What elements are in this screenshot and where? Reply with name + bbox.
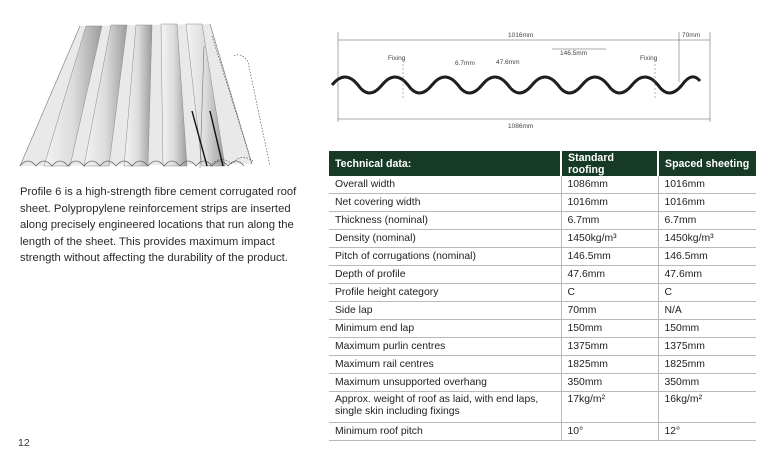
spaced-value: 1825mm [658, 356, 756, 374]
table-row [329, 212, 756, 230]
dim-depth: 47.6mm [496, 59, 520, 66]
row-label: Pitch of corrugations (nominal) [329, 248, 561, 266]
row-label: Profile height category [329, 284, 561, 302]
dim-overall-width: 1086mm [508, 123, 534, 130]
spaced-value: 350mm [658, 374, 756, 392]
spaced-value: 1016mm [658, 194, 756, 212]
spaced-value: N/A [658, 302, 756, 320]
table-row [329, 302, 756, 320]
standard-value: 17kg/m² [561, 392, 658, 423]
product-description: Profile 6 is a high-strength fibre cement corrugated roof sheet. Polypropylene reinforcement strips are inserted along precisely engineered locations that run along the length of the sheet. This provides maximum impact strength without affecting the durability of the product. [20, 186, 297, 265]
row-label: Maximum rail centres [329, 356, 561, 374]
page-number: 12 [18, 437, 30, 449]
table-row [329, 338, 756, 356]
spaced-value: 47.6mm [658, 266, 756, 284]
row-label: Thickness (nominal) [329, 212, 561, 230]
technical-data-table [329, 151, 756, 441]
row-label: Net covering width [329, 194, 561, 212]
table-row [329, 374, 756, 392]
standard-value: 1086mm [561, 176, 658, 194]
row-label: Density (nominal) [329, 230, 561, 248]
dim-overall-cover: 1016mm [508, 32, 534, 39]
corrugated-sheet-illustration [14, 16, 274, 176]
standard-value: 1375mm [561, 338, 658, 356]
spaced-value: 1016mm [658, 176, 756, 194]
standard-value: 47.6mm [561, 266, 658, 284]
spaced-value: 6.7mm [658, 212, 756, 230]
dim-pitch: 146.5mm [560, 50, 588, 57]
fixing-label-right: Fixing [640, 55, 658, 62]
table-row [329, 248, 756, 266]
profile-cross-section-diagram [322, 22, 742, 134]
header-spaced-sheeting: Spaced sheeting [658, 151, 756, 176]
spaced-value: C [658, 284, 756, 302]
standard-value: 6.7mm [561, 212, 658, 230]
table-row [329, 176, 756, 194]
standard-value: 146.5mm [561, 248, 658, 266]
header-technical-data: Technical data: [329, 151, 561, 176]
spaced-value: 12° [658, 423, 756, 441]
table-row [329, 392, 756, 423]
table-row [329, 356, 756, 374]
table-header-row [329, 151, 756, 176]
fixing-label-left: Fixing [388, 55, 406, 62]
table-row [329, 320, 756, 338]
standard-value: 1016mm [561, 194, 658, 212]
row-label: Approx. weight of roof as laid, with end laps, single skin including fixings [329, 392, 561, 423]
table-row [329, 230, 756, 248]
row-label: Depth of profile [329, 266, 561, 284]
header-standard-roofing: Standard roofing [561, 151, 658, 176]
standard-value: 350mm [561, 374, 658, 392]
standard-value: 70mm [561, 302, 658, 320]
table-row [329, 284, 756, 302]
dim-side-lap: 70mm [682, 32, 701, 39]
spaced-value: 150mm [658, 320, 756, 338]
row-label: Side lap [329, 302, 561, 320]
table-row [329, 423, 756, 441]
table-row [329, 194, 756, 212]
table-row [329, 266, 756, 284]
spaced-value: 1375mm [658, 338, 756, 356]
standard-value: 150mm [561, 320, 658, 338]
row-label: Minimum roof pitch [329, 423, 561, 441]
standard-value: 10° [561, 423, 658, 441]
standard-value: 1825mm [561, 356, 658, 374]
spaced-value: 16kg/m² [658, 392, 756, 423]
row-label: Maximum purlin centres [329, 338, 561, 356]
row-label: Maximum unsupported overhang [329, 374, 561, 392]
standard-value: 1450kg/m³ [561, 230, 658, 248]
row-label: Minimum end lap [329, 320, 561, 338]
spaced-value: 146.5mm [658, 248, 756, 266]
row-label: Overall width [329, 176, 561, 194]
dim-thickness: 6.7mm [455, 60, 475, 67]
standard-value: C [561, 284, 658, 302]
spaced-value: 1450kg/m³ [658, 230, 756, 248]
